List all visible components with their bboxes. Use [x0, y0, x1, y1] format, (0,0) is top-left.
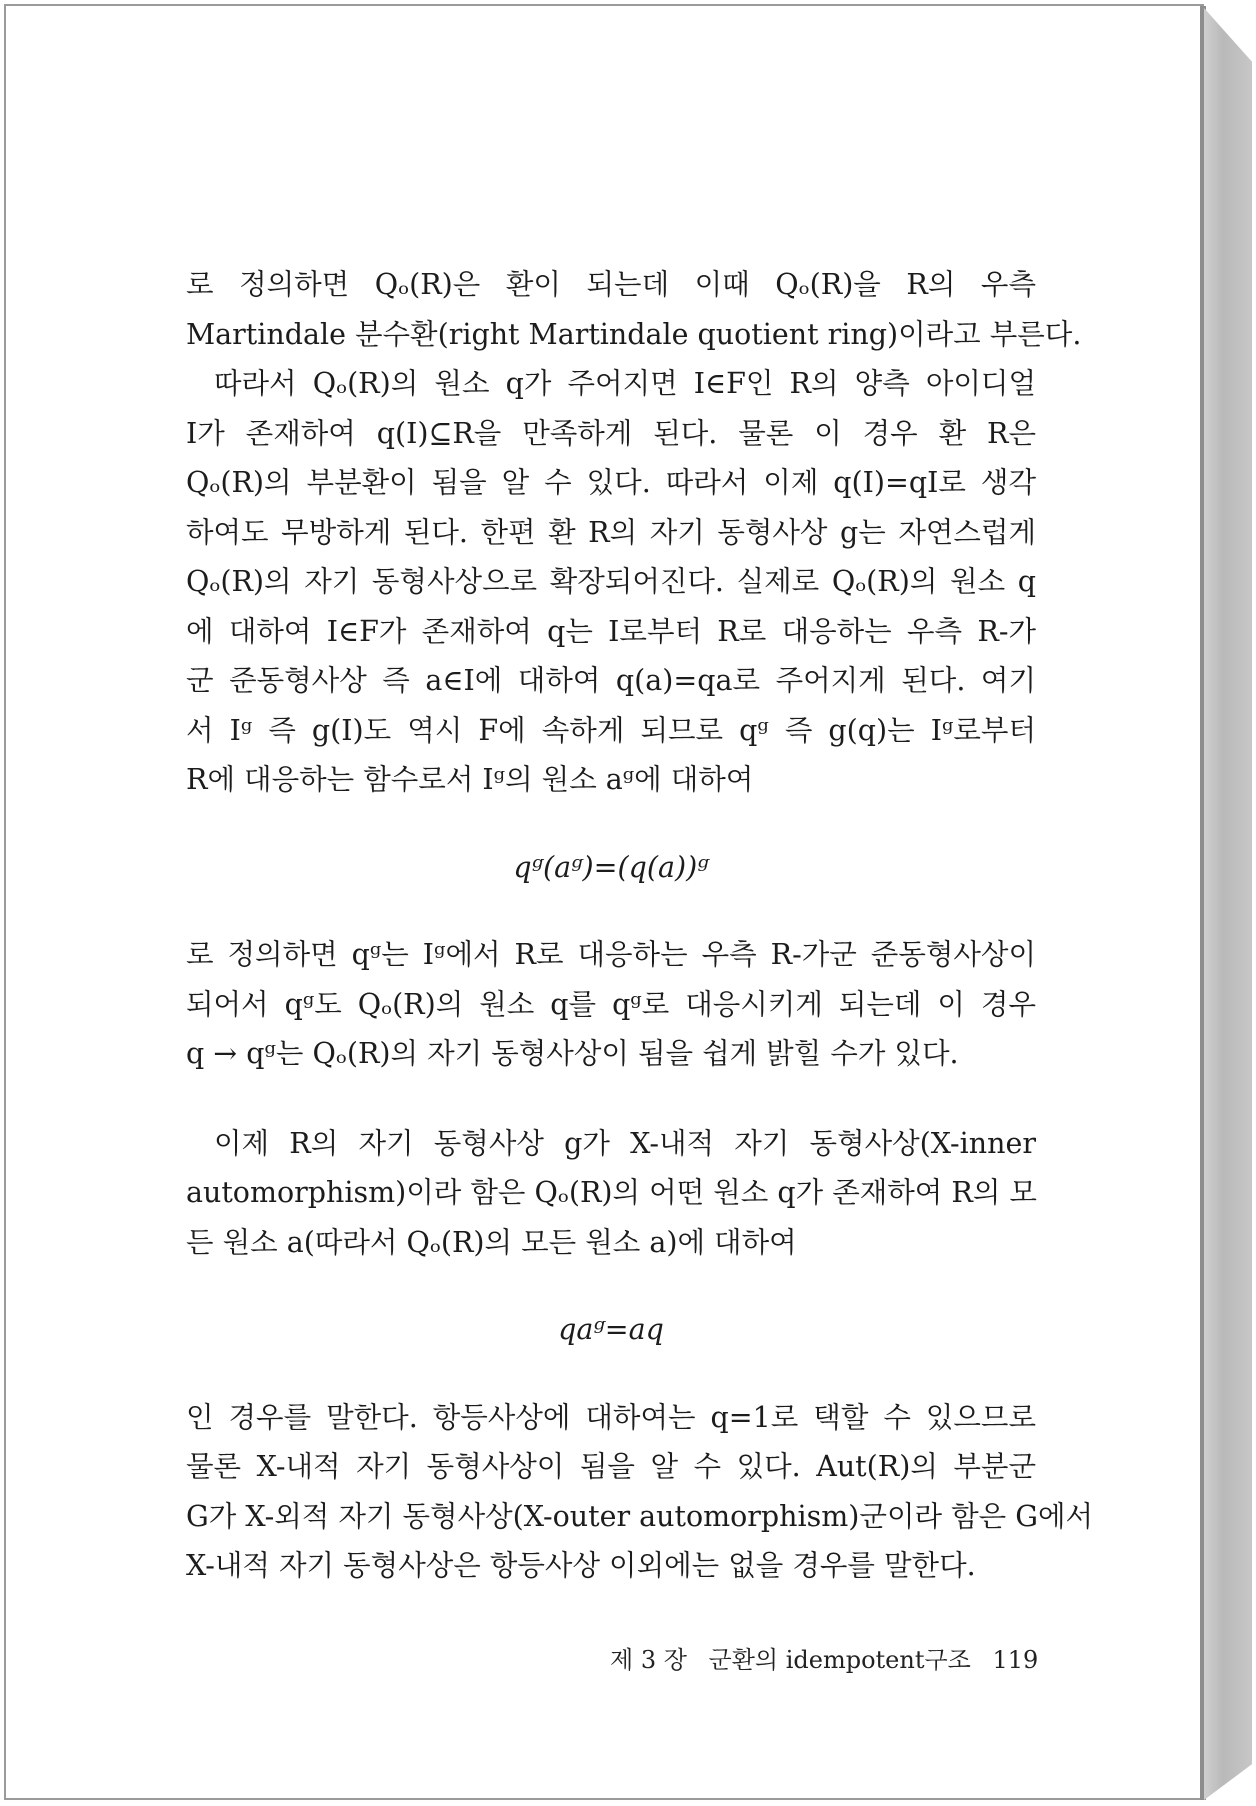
footer-chapter: 제 3 장	[610, 1646, 687, 1674]
text-line: 든 원소 a(따라서 Qₒ(R)의 모든 원소 a)에 대하여	[186, 1225, 797, 1259]
text-line: 에 대하여 I∈F가 존재하여 q는 I로부터 R로 대응하는 우측 R-가	[186, 614, 1036, 648]
page-body	[186, 260, 1094, 1591]
running-footer	[610, 1640, 1039, 1680]
text-line: I가 존재하여 q(I)⊆R을 만족하게 된다. 물론 이 경우 환 R은	[186, 416, 1036, 450]
text-line: q → qᵍ는 Qₒ(R)의 자기 동형사상이 됨을 쉽게 밝힐 수가 있다.	[186, 1037, 959, 1070]
text-line: 로 정의하면 qᵍ는 Iᵍ에서 R로 대응하는 우측 R-가군 준동형사상이	[186, 938, 1036, 971]
text-line: Martindale 분수환(right Martindale quotient ring)이라고 부른다.	[186, 317, 1082, 351]
text-line: 서 Iᵍ 즉 g(I)도 역시 F에 속하게 되므로 qᵍ 즉 g(q)는 Iᵍ로부터	[186, 713, 1036, 747]
footer-title: 군환의 idempotent구조	[708, 1646, 971, 1674]
equation-2: qaᵍ=aq	[558, 1313, 664, 1346]
book-spine-shadow	[1204, 8, 1252, 1800]
equation-1: qᵍ(aᵍ)=(q(a))ᵍ	[513, 850, 709, 884]
text-line: 이제 R의 자기 동형사상 g가 X-내적 자기 동형사상(X-inner	[214, 1126, 1036, 1160]
text-line: Qₒ(R)의 자기 동형사상으로 확장되어진다. 실제로 Qₒ(R)의 원소 q	[186, 565, 1036, 598]
text-line: R에 대응하는 함수로서 Iᵍ의 원소 aᵍ에 대하여	[186, 763, 754, 796]
text-line: 물론 X-내적 자기 동형사상이 됨을 알 수 있다. Aut(R)의 부분군	[186, 1450, 1036, 1483]
text-line: 되어서 qᵍ도 Qₒ(R)의 원소 q를 qᵍ로 대응시키게 되는데 이 경우	[186, 987, 1036, 1021]
text-line: 따라서 Qₒ(R)의 원소 q가 주어지면 I∈F인 R의 양측 아이디얼	[214, 367, 1036, 400]
text-line: 하여도 무방하게 된다. 한편 환 R의 자기 동형사상 g는 자연스럽게	[186, 515, 1036, 549]
text-line: 인 경우를 말한다. 항등사상에 대하여는 q=1로 택할 수 있으므로	[186, 1400, 1036, 1434]
text-line: Qₒ(R)의 부분환이 됨을 알 수 있다. 따라서 이제 q(I)=qI로 생각	[186, 466, 1036, 499]
text-line: 로 정의하면 Qₒ(R)은 환이 되는데 이때 Qₒ(R)을 R의 우측	[186, 268, 1036, 301]
page-number: 119	[992, 1646, 1039, 1674]
text-line: automorphism)이라 함은 Qₒ(R)의 어떤 원소 q가 존재하여 R의 모	[186, 1176, 1037, 1209]
text-line: 군 준동형사상 즉 a∈I에 대하여 q(a)=qa로 주어지게 된다. 여기	[186, 664, 1036, 697]
text-line: G가 X-외적 자기 동형사상(X-outer automorphism)군이라 함은 G에서	[186, 1499, 1094, 1533]
text-line: X-내적 자기 동형사상은 항등사상 이외에는 없을 경우를 말한다.	[186, 1549, 976, 1582]
